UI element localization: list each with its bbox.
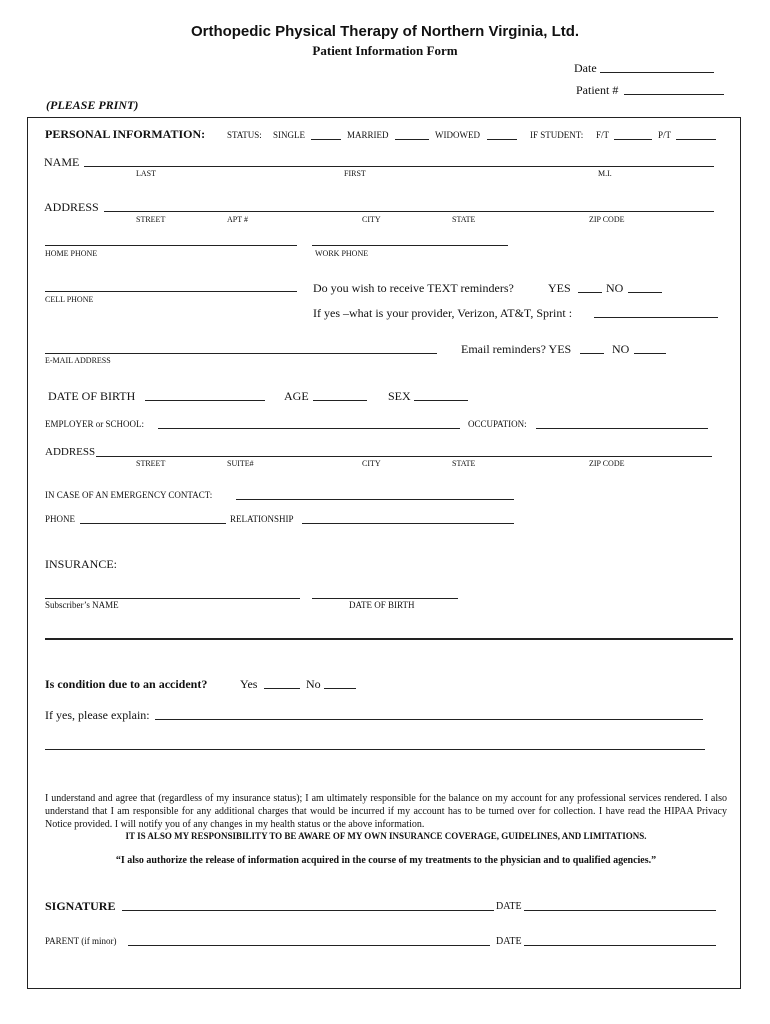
signature-date-label: DATE — [496, 901, 522, 912]
if-student-label: IF STUDENT: — [530, 130, 584, 140]
status-label: STATUS: — [227, 130, 262, 140]
employer-address-field[interactable] — [96, 456, 712, 457]
occupation-field[interactable] — [536, 428, 708, 429]
text-reminders-question: Do you wish to receive TEXT reminders? — [313, 281, 514, 295]
section-divider — [45, 638, 733, 640]
zip-caption: ZIP CODE — [589, 215, 625, 224]
patient-number-label: Patient # — [576, 83, 619, 97]
apt-caption: APT # — [227, 215, 248, 224]
email-caption: E-MAIL ADDRESS — [45, 356, 111, 365]
subscriber-dob-field[interactable] — [312, 598, 458, 599]
employer-address-label: ADDRESS — [45, 446, 96, 458]
widowed-field[interactable] — [487, 139, 517, 140]
signature-date-field[interactable] — [524, 910, 716, 911]
address-field[interactable] — [104, 211, 714, 212]
employer-field[interactable] — [158, 428, 460, 429]
text-no-field[interactable] — [628, 292, 662, 293]
subscriber-dob-caption: DATE OF BIRTH — [349, 600, 415, 610]
age-field[interactable] — [313, 400, 367, 401]
parent-label: PARENT (if minor) — [45, 936, 117, 946]
text-yes-field[interactable] — [578, 292, 602, 293]
accident-explain-field[interactable] — [155, 719, 703, 720]
signature-label: SIGNATURE — [45, 899, 116, 913]
full-time-label: F/T — [596, 130, 610, 140]
form-org-title: Orthopedic Physical Therapy of Northern Virginia, Ltd. — [190, 23, 580, 40]
street-caption: STREET — [136, 215, 166, 224]
name-field[interactable] — [84, 166, 714, 167]
widowed-label: WIDOWED — [435, 130, 480, 140]
sex-label: SEX — [388, 389, 411, 403]
email-yes-field[interactable] — [580, 353, 604, 354]
text-no-label: NO — [606, 281, 624, 295]
relationship-label: RELATIONSHIP — [230, 514, 294, 524]
email-no-field[interactable] — [634, 353, 666, 354]
full-time-field[interactable] — [614, 139, 652, 140]
parent-date-label: DATE — [496, 936, 522, 947]
subscriber-name-caption: Subscriber’s NAME — [45, 600, 119, 610]
sex-field[interactable] — [414, 400, 468, 401]
city-caption-2: CITY — [362, 459, 381, 468]
emergency-phone-field[interactable] — [80, 523, 226, 524]
last-name-caption: LAST — [136, 169, 156, 178]
parent-date-field[interactable] — [524, 945, 716, 946]
work-phone-caption: WORK PHONE — [315, 249, 369, 258]
first-name-caption: FIRST — [344, 169, 366, 178]
married-label: MARRIED — [347, 130, 389, 140]
accident-no-label: No — [306, 677, 321, 691]
dob-field[interactable] — [145, 400, 265, 401]
single-field[interactable] — [311, 139, 341, 140]
financial-agreement-text: I understand and agree that (regardless of my insurance status); I am ultimately responsible for the balance on my account for any professional services rendered. I also understand that I am responsible for any additional charges that would be incurred if my account has to be turned over for collection. I have read the HIPAA Privacy Notice provided. I will notify you of any changes in my health status or the above information. — [45, 793, 727, 830]
accident-explain-field-2[interactable] — [45, 749, 705, 750]
name-label: NAME — [44, 155, 80, 169]
accident-question: Is condition due to an accident? — [45, 677, 208, 691]
responsibility-statement: IT IS ALSO MY RESPONSIBILITY TO BE AWARE OF MY OWN INSURANCE COVERAGE, GUIDELINES, AND LIMITATIONS. — [125, 831, 647, 841]
accident-yes-field[interactable] — [264, 688, 300, 689]
relationship-field[interactable] — [302, 523, 514, 524]
employer-label: EMPLOYER or SCHOOL: — [45, 419, 145, 429]
single-label: SINGLE — [273, 130, 305, 140]
home-phone-caption: HOME PHONE — [45, 249, 98, 258]
date-label: Date — [574, 61, 597, 75]
provider-question: If yes –what is your provider, Verizon, AT&T, Sprint : — [313, 306, 573, 320]
home-phone-field[interactable] — [45, 245, 297, 246]
emergency-contact-label: IN CASE OF AN EMERGENCY CONTACT: — [45, 490, 213, 500]
patient-number-field[interactable] — [624, 94, 724, 95]
signature-field[interactable] — [122, 910, 494, 911]
cell-phone-field[interactable] — [45, 291, 297, 292]
zip-caption-2: ZIP CODE — [589, 459, 625, 468]
please-print-note: (PLEASE PRINT) — [46, 98, 139, 112]
text-yes-label: YES — [548, 281, 571, 295]
dob-label: DATE OF BIRTH — [48, 389, 136, 403]
age-label: AGE — [284, 389, 309, 403]
email-no-label: NO — [612, 342, 630, 356]
accident-no-field[interactable] — [324, 688, 356, 689]
date-field[interactable] — [600, 72, 714, 73]
subscriber-name-field[interactable] — [45, 598, 300, 599]
insurance-heading: INSURANCE: — [45, 557, 118, 571]
address-label: ADDRESS — [44, 200, 99, 214]
street-caption-2: STREET — [136, 459, 166, 468]
married-field[interactable] — [395, 139, 429, 140]
accident-yes-label: Yes — [240, 677, 258, 691]
work-phone-field[interactable] — [312, 245, 508, 246]
suite-caption: SUITE# — [227, 459, 254, 468]
form-subtitle: Patient Information Form — [312, 43, 458, 58]
part-time-label: P/T — [658, 130, 672, 140]
provider-field[interactable] — [594, 317, 718, 318]
state-caption: STATE — [452, 215, 476, 224]
parent-signature-field[interactable] — [128, 945, 490, 946]
email-reminders-question: Email reminders? YES — [461, 342, 572, 356]
cell-phone-caption: CELL PHONE — [45, 295, 94, 304]
email-field[interactable] — [45, 353, 437, 354]
accident-explain-label: If yes, please explain: — [45, 708, 150, 722]
personal-info-heading: PERSONAL INFORMATION: — [45, 127, 206, 141]
occupation-label: OCCUPATION: — [468, 419, 527, 429]
part-time-field[interactable] — [676, 139, 716, 140]
city-caption: CITY — [362, 215, 381, 224]
emergency-contact-field[interactable] — [236, 499, 514, 500]
authorization-statement: “I also authorize the release of information acquired in the course of my treatments to the physician and to qualified agencies.” — [115, 855, 657, 866]
emergency-phone-label: PHONE — [45, 514, 76, 524]
state-caption-2: STATE — [452, 459, 476, 468]
middle-initial-caption: M.I. — [598, 169, 612, 178]
